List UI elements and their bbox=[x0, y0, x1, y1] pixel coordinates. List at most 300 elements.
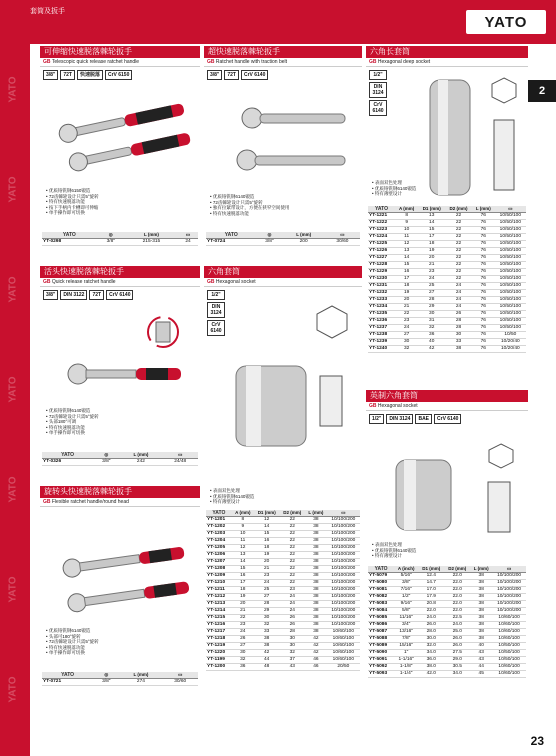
table-cell: YT-5091 bbox=[368, 657, 394, 664]
table-cell: 16 bbox=[395, 269, 418, 276]
left-decorative-strip bbox=[0, 44, 30, 756]
table-cell: 76 bbox=[472, 234, 495, 241]
feature-item: • 优质铬钒钢6150锻造 bbox=[46, 188, 99, 194]
table-cell: 22 bbox=[279, 517, 305, 524]
table-cell: 38 bbox=[470, 636, 492, 643]
table-brand: YATO bbox=[212, 510, 226, 516]
table-cell: 10/100/200 bbox=[327, 524, 360, 531]
badge-material: CrV 6140 bbox=[106, 290, 133, 300]
panel-title: 英制六角套筒 bbox=[366, 390, 528, 402]
spec-badges bbox=[204, 67, 362, 83]
table-cell: YT-1221 bbox=[368, 213, 395, 220]
col-header: D1 (mm) bbox=[254, 510, 280, 517]
table-cell: 38 bbox=[470, 615, 492, 622]
table-cell: 28 bbox=[445, 318, 472, 325]
region-code: GB bbox=[369, 59, 377, 65]
panel-title: 可伸缩快速脱落棘轮扳手 bbox=[40, 46, 200, 58]
table-cell: 1-1/8" bbox=[394, 664, 418, 671]
table-cell: 1-1/4" bbox=[394, 671, 418, 678]
table-cell: 36.0 bbox=[418, 657, 444, 664]
table-cell: YT-1222 bbox=[368, 220, 395, 227]
table-cell: 13 bbox=[418, 213, 445, 220]
col-header: D2 (mm) bbox=[445, 206, 472, 213]
feature-item: • 72齿棘轮设计只需5°旋转 bbox=[46, 194, 99, 200]
table-cell: YT-5084 bbox=[368, 608, 394, 615]
strip-brand-text: YATO bbox=[7, 176, 19, 203]
badge-material: CrV 6140 bbox=[434, 414, 461, 424]
table-cell: 38 bbox=[305, 538, 327, 545]
table-cell: 29.0 bbox=[444, 657, 470, 664]
top-bar bbox=[0, 0, 556, 44]
table-cell: 22 bbox=[445, 255, 472, 262]
table-cell: 38 bbox=[470, 629, 492, 636]
table-cell: 10/50/100 bbox=[495, 262, 526, 269]
table-cell: 42 bbox=[254, 650, 280, 657]
table-cell: 30 bbox=[254, 615, 280, 622]
spec-badges bbox=[40, 287, 200, 303]
table-cell: 20.8 bbox=[418, 601, 444, 608]
table-cell: 24 bbox=[445, 290, 472, 297]
table-cell: 10/100/200 bbox=[327, 608, 360, 615]
table-cell: 26 bbox=[232, 636, 254, 643]
table-row bbox=[368, 664, 526, 671]
table-cell: 42 bbox=[305, 636, 327, 643]
table-cell: YT-5083 bbox=[368, 601, 394, 608]
table-cell: 40 bbox=[470, 643, 492, 650]
table-cell: 22 bbox=[279, 545, 305, 552]
table-cell: 38 bbox=[470, 594, 492, 601]
table-cell: 12 bbox=[395, 241, 418, 248]
table-row bbox=[206, 552, 360, 559]
table-cell: 38 bbox=[305, 566, 327, 573]
table-cell: 22.0 bbox=[444, 601, 470, 608]
table-cell: YT-5088 bbox=[368, 636, 394, 643]
table-cell: 44 bbox=[470, 664, 492, 671]
table-cell: 12.4 bbox=[418, 573, 444, 580]
table-cell: 42.0 bbox=[418, 671, 444, 678]
table-cell: 10/50/100 bbox=[492, 657, 526, 664]
panel-subtitle bbox=[204, 278, 362, 287]
quick-release-ratchet-image bbox=[48, 314, 198, 404]
table-cell: 21 bbox=[232, 608, 254, 615]
table-row bbox=[368, 346, 526, 353]
table-cell: YT-1233 bbox=[368, 297, 395, 304]
feature-item: • 单手操作即可切换 bbox=[46, 650, 99, 656]
table-cell: 10/60/100 bbox=[492, 636, 526, 643]
table-cell: 26 bbox=[445, 311, 472, 318]
chapter-tab[interactable]: 2 bbox=[528, 80, 556, 102]
table-cell: 3/8" bbox=[394, 580, 418, 587]
table-cell: 10/50/100 bbox=[495, 276, 526, 283]
table-cell: 22 bbox=[279, 552, 305, 559]
table-row bbox=[206, 608, 360, 615]
table-cell: 13 bbox=[395, 248, 418, 255]
panel-subtitle bbox=[40, 58, 200, 67]
table-cell: YT-1200 bbox=[206, 664, 232, 671]
col-header: A (inch) bbox=[394, 566, 418, 573]
spec-table bbox=[42, 232, 198, 246]
col-header: D1 (mm) bbox=[418, 206, 445, 213]
table-cell: 10/50/100 bbox=[495, 234, 526, 241]
table-cell: 3/4" bbox=[394, 622, 418, 629]
table-cell: 10/100/200 bbox=[327, 552, 360, 559]
table-cell: 10/60/100 bbox=[492, 664, 526, 671]
table-cell: 76 bbox=[472, 318, 495, 325]
panel-title: 六角长套筒 bbox=[366, 46, 528, 58]
spec-badges bbox=[204, 287, 228, 339]
region-code: GB bbox=[43, 499, 51, 505]
col-header: A (mm) bbox=[395, 206, 418, 213]
table-cell: YT-1212 bbox=[206, 594, 232, 601]
table-cell: 17 bbox=[418, 234, 445, 241]
table-cell: YT-1236 bbox=[368, 318, 395, 325]
table-cell: 22.0 bbox=[444, 594, 470, 601]
spec-table bbox=[206, 232, 360, 246]
pack-icon: ▭ bbox=[492, 566, 526, 573]
table-cell: 30 bbox=[232, 650, 254, 657]
table-cell: 24 bbox=[445, 283, 472, 290]
table-brand: YATO bbox=[61, 452, 75, 458]
drive-icon: ◎ bbox=[97, 232, 125, 239]
table-cell: 10/100/200 bbox=[327, 573, 360, 580]
table-row: YT-0326 3/8" 242 24/48 bbox=[42, 459, 198, 466]
table-cell: 42 bbox=[305, 643, 327, 650]
badge-drive: 3/8" bbox=[43, 70, 58, 80]
table-row bbox=[368, 332, 526, 339]
table-cell: 29 bbox=[418, 304, 445, 311]
table-cell: 30 bbox=[418, 311, 445, 318]
feature-item: • 特有快速脱落功能 bbox=[46, 199, 99, 205]
table-row bbox=[368, 227, 526, 234]
strip-brand-text: YATO bbox=[7, 376, 19, 403]
table-cell: 26 bbox=[279, 615, 305, 622]
feature-list bbox=[210, 488, 254, 505]
region-code: GB bbox=[43, 59, 51, 65]
table-cell: YT-1240 bbox=[368, 346, 395, 353]
badge-teeth: 72T bbox=[60, 70, 75, 80]
table-cell: 14.7 bbox=[418, 580, 444, 587]
subtitle-text: Ratchet handle with traction belt bbox=[215, 59, 288, 65]
table-cell: 12 bbox=[254, 517, 280, 524]
table-cell: 46 bbox=[305, 657, 327, 664]
feature-item: • 表面双色处理 bbox=[372, 542, 416, 548]
table-cell: 10/100/200 bbox=[492, 587, 526, 594]
table-cell: YT-1224 bbox=[368, 234, 395, 241]
badge-material: CrV 6140 bbox=[369, 100, 387, 116]
feature-list bbox=[46, 408, 99, 436]
panel-telescopic-ratchet bbox=[40, 46, 200, 260]
drive-icon: ◎ bbox=[93, 452, 119, 459]
badge-din: DIN 3124 bbox=[369, 82, 387, 98]
table-row bbox=[206, 629, 360, 636]
table-cell: 30 bbox=[279, 636, 305, 643]
badge-bae: BAE bbox=[415, 414, 432, 424]
table-cell: 76 bbox=[472, 241, 495, 248]
table-cell: YT-1231 bbox=[368, 283, 395, 290]
table-cell: YT-1237 bbox=[368, 325, 395, 332]
feature-item: • 特有薄壁设计 bbox=[372, 553, 416, 559]
table-cell: 38 bbox=[305, 552, 327, 559]
table-cell: 10/50/100 bbox=[492, 643, 526, 650]
table-row bbox=[368, 311, 526, 318]
table-cell: 10/100/200 bbox=[327, 545, 360, 552]
table-cell: 76 bbox=[472, 213, 495, 220]
table-cell: YT-1213 bbox=[206, 601, 232, 608]
table-row bbox=[368, 248, 526, 255]
col-header: D2 (mm) bbox=[279, 510, 305, 517]
table-cell: 22 bbox=[445, 269, 472, 276]
badge-teeth: 72T bbox=[89, 290, 104, 300]
table-cell: 10/100/200 bbox=[327, 566, 360, 573]
table-cell: 24 bbox=[418, 276, 445, 283]
table-cell: YT-5081 bbox=[368, 587, 394, 594]
table-cell: 8 bbox=[232, 517, 254, 524]
table-cell: 20 bbox=[418, 255, 445, 262]
strip-brand-text: YATO bbox=[7, 576, 19, 603]
col-header: L (mm) bbox=[119, 672, 162, 679]
table-row: YT-0298 3/8" 215-315 24 bbox=[42, 239, 198, 246]
col-header: D1 (mm) bbox=[418, 566, 444, 573]
table-cell: 10/60/100 bbox=[327, 629, 360, 636]
table-cell: 24 bbox=[445, 297, 472, 304]
table-cell: 17.9 bbox=[418, 594, 444, 601]
table-cell: 14 bbox=[232, 559, 254, 566]
table-cell: 10/50/100 bbox=[495, 269, 526, 276]
badge-material: CrV 6140 bbox=[207, 320, 225, 336]
table-row bbox=[206, 580, 360, 587]
table-cell: 38 bbox=[470, 580, 492, 587]
panel-flexible-ratchet bbox=[40, 486, 200, 700]
table-cell: 32 bbox=[418, 325, 445, 332]
table-row bbox=[368, 643, 526, 650]
drive-icon: ◎ bbox=[93, 672, 119, 679]
table-row bbox=[206, 650, 360, 657]
table-cell: 24 bbox=[395, 325, 418, 332]
table-cell: 18 bbox=[254, 545, 280, 552]
table-cell: 22 bbox=[445, 227, 472, 234]
table-cell: 10/100/200 bbox=[327, 587, 360, 594]
table-row bbox=[368, 608, 526, 615]
table-cell: YT-5090 bbox=[368, 650, 394, 657]
col-header: L (mm) bbox=[305, 510, 327, 517]
table-row bbox=[368, 269, 526, 276]
table-cell: YT-1230 bbox=[368, 276, 395, 283]
inch-socket-image bbox=[376, 434, 526, 544]
feature-item: • 72齿棘轮设计只需5°旋转 bbox=[210, 200, 289, 206]
table-cell: 19 bbox=[232, 594, 254, 601]
table-cell: 21 bbox=[395, 304, 418, 311]
table-cell: 22.0 bbox=[444, 587, 470, 594]
feature-item: • 优质铬钒钢6140锻造 bbox=[46, 628, 99, 634]
table-cell: 15 bbox=[254, 531, 280, 538]
table-cell: 10/100/200 bbox=[327, 559, 360, 566]
table-cell: 10/60/100 bbox=[492, 615, 526, 622]
badge-drive: 1/2" bbox=[369, 70, 387, 80]
table-cell: YT-1207 bbox=[206, 559, 232, 566]
table-cell: 42 bbox=[418, 346, 445, 353]
table-cell: 30.0 bbox=[418, 636, 444, 643]
table-row bbox=[368, 587, 526, 594]
table-cell: 38 bbox=[305, 573, 327, 580]
table-cell: 76 bbox=[472, 297, 495, 304]
table-cell: 28.0 bbox=[418, 629, 444, 636]
spec-table bbox=[368, 566, 526, 678]
table-cell: 76 bbox=[472, 332, 495, 339]
pack-icon: ▭ bbox=[495, 206, 526, 213]
table-cell: 19 bbox=[395, 290, 418, 297]
table-cell: 76 bbox=[472, 290, 495, 297]
table-cell: 28 bbox=[254, 601, 280, 608]
table-cell: YT-1234 bbox=[368, 304, 395, 311]
badge-material: CrV 6150 bbox=[105, 70, 132, 80]
table-row bbox=[368, 297, 526, 304]
table-cell: 38 bbox=[305, 594, 327, 601]
table-cell: 38 bbox=[470, 587, 492, 594]
table-cell: 48 bbox=[254, 664, 280, 671]
table-cell: 32 bbox=[395, 346, 418, 353]
table-cell: 10/60/100 bbox=[327, 643, 360, 650]
table-cell: 1/2" bbox=[394, 594, 418, 601]
table-cell: YT-5082 bbox=[368, 594, 394, 601]
table-cell: 27 bbox=[418, 290, 445, 297]
table-cell: 25.0 bbox=[444, 629, 470, 636]
table-cell: 30 bbox=[445, 332, 472, 339]
feature-list bbox=[210, 194, 289, 216]
feature-item: • 优质铬钒钢6140锻造 bbox=[372, 186, 416, 192]
table-cell: 10/20/40 bbox=[495, 339, 526, 346]
panel-inch-socket bbox=[366, 390, 528, 712]
table-cell: 17.0 bbox=[418, 587, 444, 594]
table-row bbox=[368, 262, 526, 269]
table-row bbox=[206, 566, 360, 573]
table-cell: 76 bbox=[472, 325, 495, 332]
table-cell: 24 bbox=[279, 594, 305, 601]
pack-icon: ▭ bbox=[162, 452, 198, 459]
spec-table bbox=[42, 452, 198, 466]
table-cell: 26.0 bbox=[444, 643, 470, 650]
table-cell: 10/50/100 bbox=[495, 297, 526, 304]
subtitle-text: Hexagonal deep socket bbox=[377, 59, 431, 65]
table-cell: 38 bbox=[305, 615, 327, 622]
table-cell: YT-1217 bbox=[206, 629, 232, 636]
strip-brand-text: YATO bbox=[7, 476, 19, 503]
badge-din: DIN 3124 bbox=[207, 302, 225, 318]
table-row bbox=[368, 622, 526, 629]
brand-logo-text: YATO bbox=[484, 13, 528, 31]
table-cell: 38 bbox=[470, 601, 492, 608]
table-row bbox=[368, 283, 526, 290]
table-cell: 76 bbox=[472, 220, 495, 227]
table-cell: 10/100/200 bbox=[327, 538, 360, 545]
table-cell: 76 bbox=[472, 311, 495, 318]
panel-subtitle bbox=[40, 498, 200, 507]
table-cell: 14 bbox=[395, 255, 418, 262]
table-row bbox=[368, 657, 526, 664]
table-cell: 22 bbox=[395, 311, 418, 318]
col-header: L (mm) bbox=[472, 206, 495, 213]
badge-din: DIN 3124 bbox=[386, 414, 413, 424]
table-cell: 38 bbox=[305, 545, 327, 552]
feature-item: • 优质铬钒钢6140锻造 bbox=[46, 408, 99, 414]
table-cell: 10/50/100 bbox=[495, 248, 526, 255]
badge-quick: 快速脱落 bbox=[77, 70, 103, 80]
table-cell: 10/50/100 bbox=[495, 241, 526, 248]
col-header: L (mm) bbox=[119, 452, 162, 459]
table-cell: 10/50/100 bbox=[495, 283, 526, 290]
table-cell: 22 bbox=[445, 276, 472, 283]
table-cell: 12 bbox=[232, 545, 254, 552]
panel-title: 六角套筒 bbox=[204, 266, 362, 278]
table-cell: 33 bbox=[254, 629, 280, 636]
table-cell: 38 bbox=[254, 643, 280, 650]
belt-ratchet-image bbox=[212, 98, 357, 183]
table-row: YT-0721 3/8" 274 30/60 bbox=[42, 679, 198, 686]
table-cell: 22.0 bbox=[444, 580, 470, 587]
table-brand: YATO bbox=[224, 232, 238, 238]
brand-logo bbox=[466, 10, 546, 34]
table-cell: 10/50/100 bbox=[495, 290, 526, 297]
table-row bbox=[206, 657, 360, 664]
feature-item: • 特有快速脱落功能 bbox=[210, 211, 289, 217]
table-cell: YT-1226 bbox=[368, 248, 395, 255]
table-cell: 13/16" bbox=[394, 629, 418, 636]
table-cell: 10/50 bbox=[495, 332, 526, 339]
table-cell: 38.0 bbox=[418, 664, 444, 671]
table-cell: 16 bbox=[254, 538, 280, 545]
table-cell: 38 bbox=[305, 601, 327, 608]
feature-item: • 优质铬钒钢6140锻造 bbox=[210, 194, 289, 200]
col-header: A (mm) bbox=[232, 510, 254, 517]
badge-teeth: 72T bbox=[224, 70, 239, 80]
table-cell: 22 bbox=[232, 615, 254, 622]
feature-item: • 优质铬钒钢6140锻造 bbox=[210, 494, 254, 500]
table-cell: YT-1225 bbox=[368, 241, 395, 248]
table-cell: 1" bbox=[394, 650, 418, 657]
table-cell: YT-1205 bbox=[206, 545, 232, 552]
table-cell: 24 bbox=[279, 601, 305, 608]
table-cell: YT-5079 bbox=[368, 573, 394, 580]
table-cell: YT-5093 bbox=[368, 671, 394, 678]
table-cell: YT-1238 bbox=[368, 332, 395, 339]
table-brand: YATO bbox=[375, 206, 388, 212]
table-cell: 43 bbox=[279, 664, 305, 671]
strip-brand-text: YATO bbox=[7, 276, 19, 303]
table-row bbox=[368, 671, 526, 678]
panel-subtitle bbox=[366, 402, 528, 411]
feature-item: • 优质铬钒钢6140锻造 bbox=[372, 548, 416, 554]
hex-socket-image bbox=[232, 296, 360, 476]
table-row bbox=[368, 580, 526, 587]
table-cell: 38 bbox=[305, 524, 327, 531]
badge-drive: 3/8" bbox=[207, 70, 222, 80]
spec-table bbox=[42, 672, 198, 686]
table-cell: 10/50/100 bbox=[495, 255, 526, 262]
table-cell: 27 bbox=[232, 643, 254, 650]
table-cell: 24.0 bbox=[444, 622, 470, 629]
panel-title: 旋转头快速脱落棘轮扳手 bbox=[40, 486, 200, 498]
table-cell: 22 bbox=[279, 524, 305, 531]
table-cell: YT-5087 bbox=[368, 629, 394, 636]
table-cell: YT-1201 bbox=[206, 517, 232, 524]
feature-item: • 72齿棘轮设计只需5°旋转 bbox=[46, 414, 99, 420]
table-cell: 31 bbox=[418, 318, 445, 325]
table-cell: 15 bbox=[232, 566, 254, 573]
table-cell: 38 bbox=[305, 531, 327, 538]
table-cell: 22 bbox=[445, 213, 472, 220]
table-cell: YT-1216 bbox=[206, 622, 232, 629]
table-cell: 11/16" bbox=[394, 615, 418, 622]
feature-item: • 头部可180°旋转 bbox=[46, 634, 99, 640]
